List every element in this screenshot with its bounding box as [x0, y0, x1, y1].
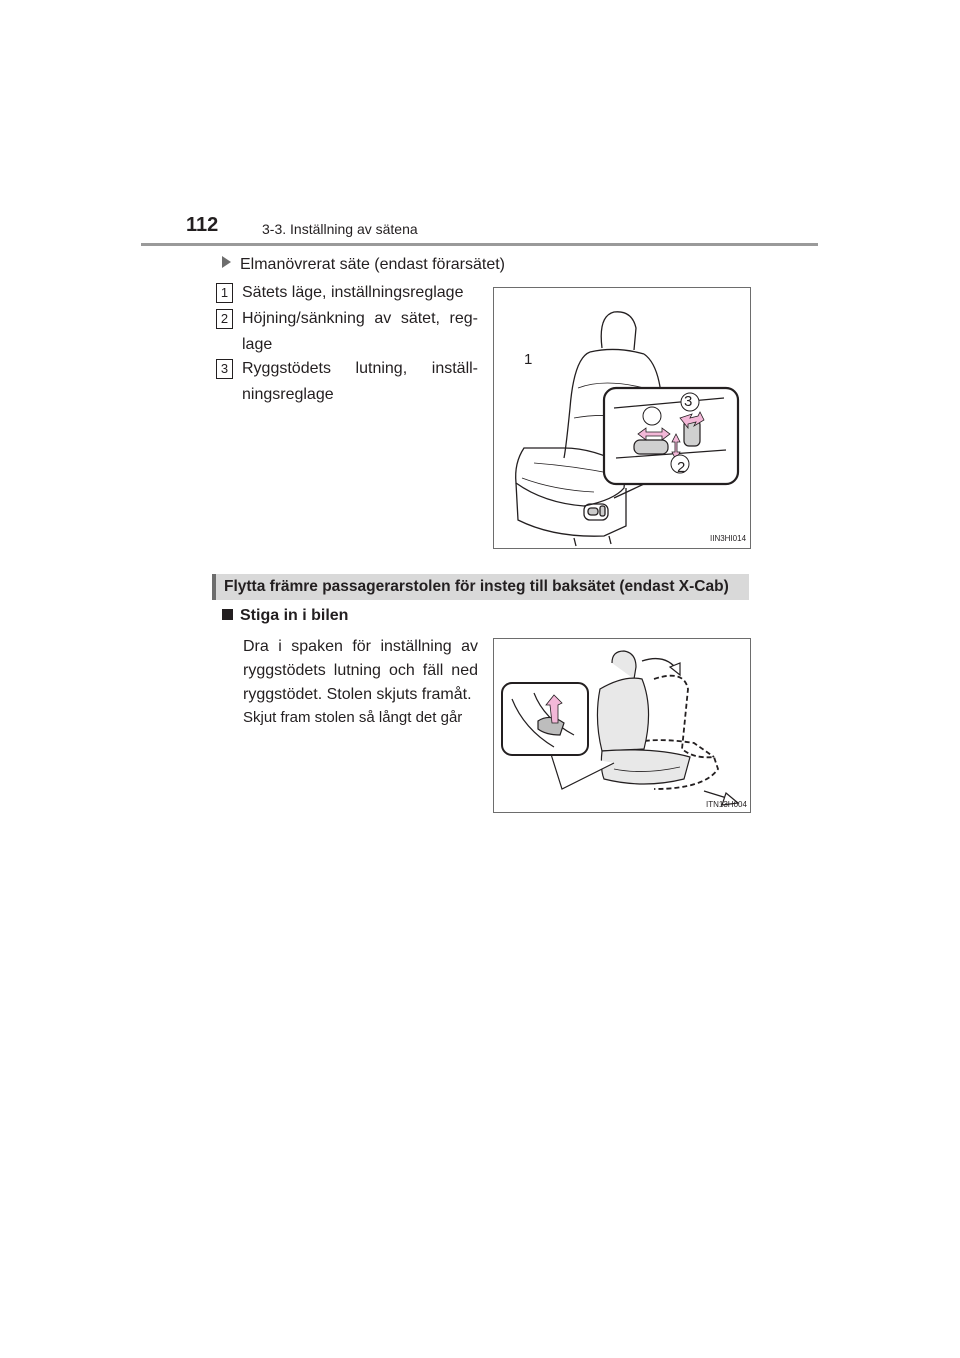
- square-bullet-icon: [222, 609, 233, 620]
- item-text: Sätets läge, inställningsreglage: [242, 284, 464, 301]
- list-item: [216, 280, 478, 306]
- figure-code: ITN13H004: [706, 800, 747, 809]
- triangle-bullet-icon: [222, 256, 231, 268]
- page-number: 112: [186, 214, 219, 236]
- power-seat-illustration: [494, 288, 750, 548]
- item-text: Höjning/sänkning av sätet, reg-lage: [242, 310, 478, 353]
- item-number: 2: [216, 309, 233, 329]
- getting-in-subheading-text: Stiga in i bilen: [240, 607, 349, 624]
- section-bar-title: Flytta främre passagerarstolen för insteg till baksätet (endast X-Cab): [224, 578, 729, 595]
- list-item: [216, 356, 478, 408]
- instruction-paragraph: Dra i spaken för inställning av ryggstödets lutning och fäll ned ryggstödet. Stolen skjuts framåt.: [243, 638, 478, 703]
- passenger-seat-figure: [493, 638, 751, 813]
- power-seat-figure: [493, 287, 751, 549]
- power-seat-subheading: [222, 256, 505, 274]
- callout-3: 3: [684, 393, 693, 410]
- header-rule: [141, 243, 818, 246]
- item-text: Ryggstödets lutning, inställ-ningsreglage: [242, 360, 478, 403]
- item-number: 1: [216, 283, 233, 303]
- getting-in-subheading: [222, 607, 348, 625]
- power-seat-subheading-text: Elmanövrerat säte (endast förarsätet): [240, 256, 506, 273]
- section-bar-edge: [212, 574, 216, 600]
- section-bar: [212, 574, 749, 600]
- figure-code: IIN3HI014: [710, 534, 747, 543]
- instruction-paragraph-2: Skjut fram stolen så långt det går: [243, 709, 463, 726]
- list-item: [216, 306, 478, 358]
- callout-1: 1: [524, 351, 533, 368]
- callout-2: 2: [677, 459, 686, 476]
- passenger-seat-illustration: [494, 639, 750, 812]
- item-number: 3: [216, 359, 233, 379]
- section-title: 3-3. Inställning av sätena: [262, 221, 418, 237]
